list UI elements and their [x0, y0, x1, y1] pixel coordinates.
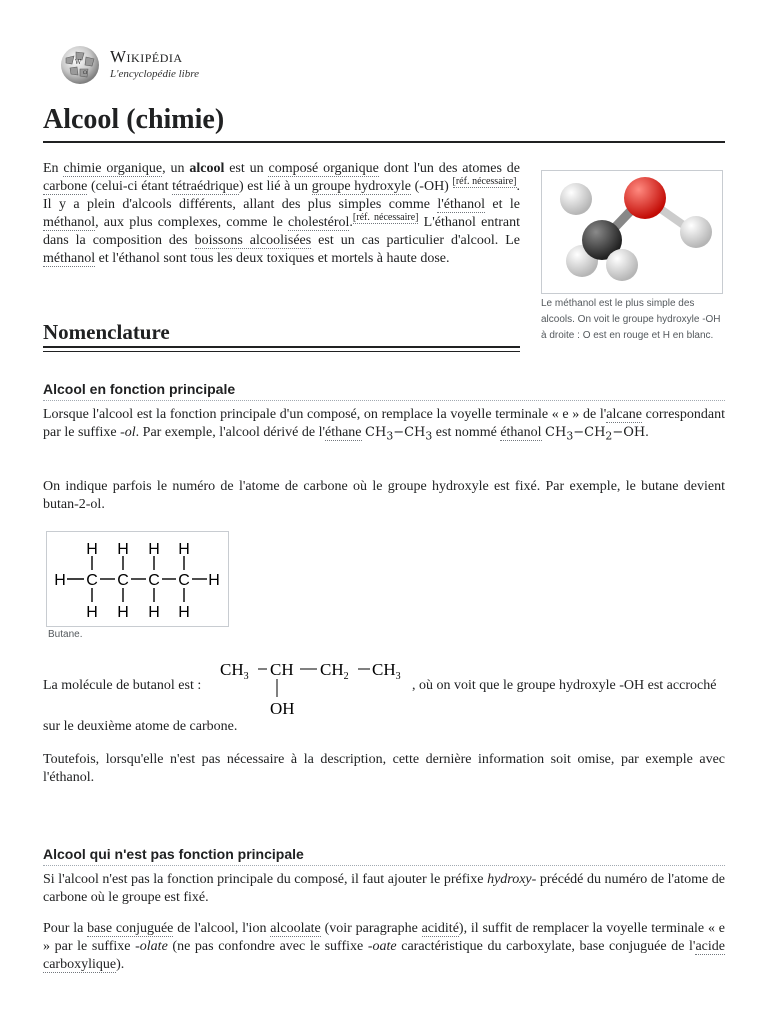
bold-alcool: alcool — [189, 161, 225, 176]
ref-needed-2[interactable]: [réf. nécessaire] — [352, 212, 419, 224]
butane-h: H — [54, 572, 66, 589]
page-title: Alcool (chimie) — [43, 104, 225, 135]
link-boissons-alcoolisees[interactable]: boissons alcoolisées — [194, 233, 312, 248]
link-methanol[interactable]: méthanol — [43, 215, 96, 230]
ref-needed-1[interactable]: [réf. nécessaire] — [452, 176, 517, 188]
link-ethanol-2[interactable]: éthanol — [500, 425, 542, 440]
butane-c: C — [117, 572, 129, 589]
svg-text:CH3: $CH_3$ — [220, 660, 249, 682]
link-alcoolate[interactable]: alcoolate — [270, 921, 321, 936]
subheading-divider-2 — [43, 865, 725, 866]
svg-text:CH2: $CH_2$ — [320, 660, 349, 682]
svg-text:CH3: $CH_3$ — [372, 660, 401, 682]
atom-oxygen — [624, 177, 666, 219]
butane-h: H — [148, 604, 160, 621]
link-compose-organique[interactable]: composé organique — [268, 161, 379, 176]
link-acide-carboxylique[interactable]: acide carboxylique — [43, 939, 725, 972]
subheading-pas-fonction-principale: Alcool qui n'est pas fonction principale — [43, 846, 304, 862]
atom-hydrogen-1 — [560, 183, 592, 215]
butane-h: H — [148, 541, 160, 558]
subheading-fonction-principale: Alcool en fonction principale — [43, 381, 236, 397]
link-methanol-2[interactable]: méthanol — [43, 251, 96, 266]
svg-text:OH: OH — [270, 699, 295, 718]
wikipedia-tagline: L'encyclopédie libre — [110, 68, 199, 80]
link-carbone[interactable]: carbone — [43, 179, 88, 194]
section-divider-top — [43, 346, 520, 348]
title-divider — [43, 141, 725, 143]
link-groupe-hydroxyle[interactable]: groupe hydroxyle — [311, 179, 411, 194]
section-divider-bottom — [43, 351, 520, 352]
link-chimie-organique[interactable]: chimie organique — [63, 161, 163, 176]
butane-h: H — [86, 541, 98, 558]
link-acidite[interactable]: acidité — [421, 921, 459, 936]
butane-h: H — [117, 541, 129, 558]
paragraph-hydroxy-prefix: Si l'alcool n'est pas la fonction principale du composé, il faut ajouter le préfixe hydroxy- précédé du numéro de l'atome de carbone où le groupe est fixé. — [43, 872, 725, 905]
butanol-formula — [218, 654, 410, 718]
section-heading-nomenclature: Nomenclature — [43, 320, 170, 344]
svg-text:CH: CH — [270, 660, 294, 679]
butane-structure-image[interactable] — [46, 531, 229, 627]
svg-text:Ω: Ω — [83, 70, 88, 76]
paragraph-butan-2-ol: On indique parfois le numéro de l'atome de carbone où le groupe hydroxyle est fixé. Par exemple, le butane devient butan-2-ol. — [43, 479, 725, 512]
link-tetraedrique[interactable]: tétraédrique — [172, 179, 239, 194]
butane-c: C — [148, 572, 160, 589]
butanol-intro-text: La molécule de butanol est : — [43, 678, 202, 693]
link-cholesterol[interactable]: cholestérol — [288, 215, 350, 230]
methanol-caption: Le méthanol est le plus simple des alcools. On voit le groupe hydroxyle -OH à droite : O est en rouge et H en blanc. — [541, 298, 721, 341]
wikipedia-globe-logo[interactable] — [58, 44, 102, 86]
butane-caption: Butane. — [48, 629, 83, 640]
link-ethane[interactable]: éthane — [324, 425, 362, 440]
intro-paragraph: En chimie organique, un alcool est un composé organique dont l'un des atomes de carbone (celui-ci étant tétraédrique) est lié à un groupe hydroxyle (-OH) [réf. nécessaire]. Il y a plein d'alcools différents, allant des plus simples comme l'éthanol et le méthanol, aux plus complexes, comme le cholestérol.[réf. nécessaire] L'éthanol entrant dans la composition des boissons alcoolisées est un cas particulier d'alcool. Le méthanol et l'éthanol sont tous les deux toxiques et mortels à haute dose. — [43, 161, 521, 266]
paragraph-omission: Toutefois, lorsqu'elle n'est pas nécessaire à la description, cette dernière information soit omise, par exemple avec l'éthanol. — [43, 752, 725, 785]
butanol-explanation: , où on voit que le groupe hydroxyle -OH est accroché — [412, 678, 717, 693]
link-base-conjuguee[interactable]: base conjuguée — [87, 921, 174, 936]
butanol-explanation-cont: sur le deuxième atome de carbone. — [43, 719, 238, 734]
link-alcane[interactable]: alcane — [606, 407, 643, 422]
butane-c: C — [178, 572, 190, 589]
link-ethanol[interactable]: l'éthanol — [437, 197, 485, 212]
methanol-model-image[interactable] — [541, 170, 723, 294]
butane-h: H — [86, 604, 98, 621]
subheading-divider — [43, 400, 725, 401]
atom-hydrogen-3 — [606, 249, 638, 281]
paragraph-suffix-ol: Lorsque l'alcool est la fonction principale d'un composé, on remplace la voyelle terminale « e » de l'alcane correspondant par le suffixe -ol. Par exemple, l'alcool dérivé de l'éthane $CH_3-CH_3$ est nommé éthanol $CH_3-CH_2-OH$. — [43, 407, 725, 443]
paragraph-alcoolate: Pour la base conjuguée de l'alcool, l'ion alcoolate (voir paragraphe acidité), il suffit de remplacer la voyelle terminale « e » par le suffixe -olate (ne pas confondre avec le suffixe -oate caractéristique du carboxylate, base conjuguée de l'acide carboxylique). — [43, 921, 725, 972]
svg-text:W: W — [75, 59, 82, 66]
butane-h: H — [178, 541, 190, 558]
butane-h: H — [208, 572, 220, 589]
formula-ethane: $CH_3-CH_3$ — [365, 425, 433, 443]
formula-ethanol: $CH_3-CH_2-OH$ — [545, 425, 646, 443]
butane-c: C — [86, 572, 98, 589]
butane-h: H — [178, 604, 190, 621]
wikipedia-wordmark[interactable]: Wikipédia — [110, 47, 183, 66]
atom-hydrogen-4 — [680, 216, 712, 248]
butane-h: H — [117, 604, 129, 621]
